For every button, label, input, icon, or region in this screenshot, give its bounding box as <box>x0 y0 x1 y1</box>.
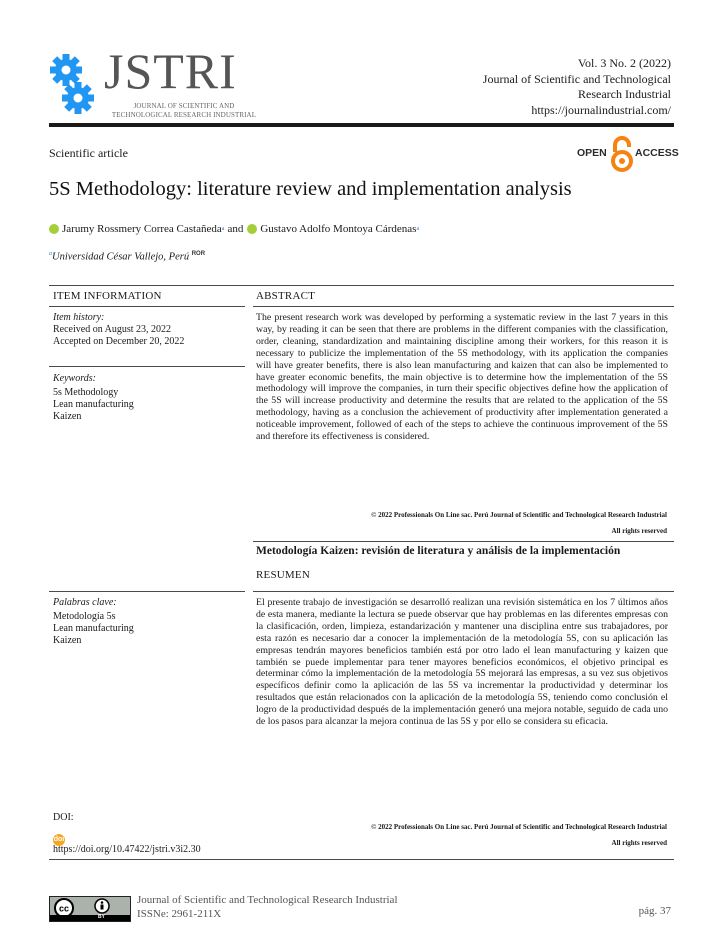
svg-text:cc: cc <box>58 903 70 914</box>
palabra-clave: Lean manufacturing <box>53 623 134 634</box>
cc-by-license-badge[interactable] <box>49 896 131 922</box>
keywords-block <box>53 373 134 423</box>
resumen-rule <box>253 591 674 592</box>
journal-logo-subtitle: JOURNAL OF SCIENTIFIC AND TECHNOLOGICAL RESEARCH INDUSTRIAL <box>111 102 257 119</box>
journal-name-line2: Research Industrial <box>578 87 671 101</box>
doi-link[interactable]: https://doi.org/10.47422/jstri.v3i2.30 <box>53 844 201 855</box>
article-type: Scientific article <box>49 146 128 160</box>
journal-logo-text: JSTRI <box>104 43 237 99</box>
abstract-text: The present research work was developed by performing a systematic review in the last 7 years in this way, by reading it can be seen that there are problems in the different companies with the classification, order, cleaning, standardization and maintaining discipline among their workers, for this reason it is necessary to publicize the implementation of the 5S methodology, with its application the companies will have greater benefits, there is also lean manufacturing and kaizen that can also be implemented to have greater economic benefits, the main objective is to determine how the implementation of the 5S methodology will improve the companies, in turn their specific objectives define how the application of the 5S will increase productivity and determine the results that are related to the application of the 5S methodology, having as a conclusion the achievement of productivity after implementation generated a noticeable improvement, followed of each of the steps to achieve the continuous improvement of the 5S and therefore its effectiveness is considered. <box>256 312 668 443</box>
item-info-rule <box>49 306 245 307</box>
article-title: 5S Methodology: literature review and implementation analysis <box>49 178 572 200</box>
accepted-date: Accepted on December 20, 2022 <box>53 336 185 347</box>
doi-icon: doi <box>53 834 65 846</box>
journal-info <box>483 56 671 118</box>
doi-label: DOI: <box>53 812 74 823</box>
open-access-right: ACCESS <box>635 147 679 159</box>
palabra-clave: Metodología 5s <box>53 611 116 622</box>
item-history-label: Item history: <box>53 312 105 323</box>
keyword: 5s Methodology <box>53 387 119 398</box>
section-top-rule <box>49 285 674 286</box>
author-name: Gustavo Adolfo Montoya Cárdenas <box>260 223 417 235</box>
gears-logo-icon <box>48 52 98 118</box>
affiliation-mark: a <box>416 226 420 232</box>
open-access-badge <box>577 135 677 173</box>
author-join: and <box>227 223 244 235</box>
item-information-heading: ITEM INFORMATION <box>53 290 162 302</box>
doi-bottom-rule <box>49 859 674 860</box>
author-name: Jarumy Rossmery Correa Castañeda <box>62 223 222 235</box>
abstract-bottom-rule <box>253 541 674 542</box>
palabras-rule <box>49 591 245 592</box>
journal-name-line1: Journal of Scientific and Technological <box>482 71 671 86</box>
keyword: Lean manufacturing <box>53 399 134 410</box>
keywords-rule <box>49 366 245 367</box>
rights-notice: All rights reserved <box>611 839 667 847</box>
footer-issn: ISSNe: 2961-211X <box>137 908 222 920</box>
cc-by-label: BY <box>98 914 105 920</box>
affiliation-mark: a <box>49 251 52 257</box>
header-divider <box>49 123 674 127</box>
resumen-copyright <box>256 819 667 851</box>
orcid-icon[interactable] <box>49 224 59 234</box>
footer-journal-info <box>137 893 398 921</box>
orcid-icon[interactable] <box>247 224 257 234</box>
cc-by-strip <box>50 915 130 921</box>
resumen-text: El presente trabajo de investigación se desarrolló realizan una revisión sistemática en los 7 últimos años de esta manera, mediante la lectura se puede observar que hay problemas en las diferentes empresas con la clasificación, orden, limpieza, estandarización y mantener una disciplina entre sus trabajadores, por esta razón es necesario dar a conocer la implementación de la metodología 5S, con su aplicación las empresas tendrán mayores beneficios también está por otro lado el lean manufacturing y kaizen que también se puede implementar para tener mayores beneficios económicos, el objetivo principal es determinar cómo la implementación de la metodología 5S mejorará las empresas, a su vez sus objetivos específicos definir como la aplicación de las 5S va incrementar la productividad y determinar los resultados que están relacionados con la aplicación de la metodología 5S, teniendo como conclusión el logro de la productividad después de la implementación generó una mejora notable, seguido de cada uno de los pasos para alcanzar la mejora continua de las 5S y por ello se considera su eficacia. <box>256 597 668 728</box>
journal-url-link[interactable]: https://journalindustrial.com/ <box>531 102 671 117</box>
palabras-clave-label: Palabras clave: <box>53 597 117 608</box>
copyright-notice: © 2022 Professionals On Line sac. Perú Journal of Scientific and Technological Research Industrial <box>371 823 667 831</box>
volume-issue: Vol. 3 No. 2 (2022) <box>577 56 671 70</box>
palabras-clave-block <box>53 597 134 647</box>
abstract-heading: ABSTRACT <box>256 290 316 302</box>
palabra-clave: Kaizen <box>53 635 82 646</box>
spanish-title: Metodología Kaizen: revisión de literatura y análisis de la implementación <box>256 545 621 557</box>
ror-icon[interactable]: ROR <box>191 251 206 257</box>
abstract-rule <box>253 306 674 307</box>
open-lock-icon <box>610 135 634 173</box>
rights-notice: All rights reserved <box>611 527 667 535</box>
keyword: Kaizen <box>53 411 82 422</box>
resumen-heading: RESUMEN <box>256 569 310 581</box>
received-date: Received on August 23, 2022 <box>53 324 172 335</box>
author-list <box>49 223 419 235</box>
keywords-label: Keywords: <box>53 373 96 384</box>
affiliation-mark: a <box>221 226 225 232</box>
copyright-notice: © 2022 Professionals On Line sac. Perú Journal of Scientific and Technological Research Industrial <box>371 511 667 519</box>
page-number: pág. 37 <box>638 905 671 917</box>
item-history <box>53 312 184 348</box>
footer-journal-name: Journal of Scientific and Technological Research Industrial <box>137 894 398 906</box>
affiliation-text: Universidad César Vallejo, Perú <box>52 251 190 263</box>
affiliation <box>49 251 205 263</box>
open-access-left: OPEN <box>577 147 607 159</box>
abstract-copyright <box>256 507 667 539</box>
